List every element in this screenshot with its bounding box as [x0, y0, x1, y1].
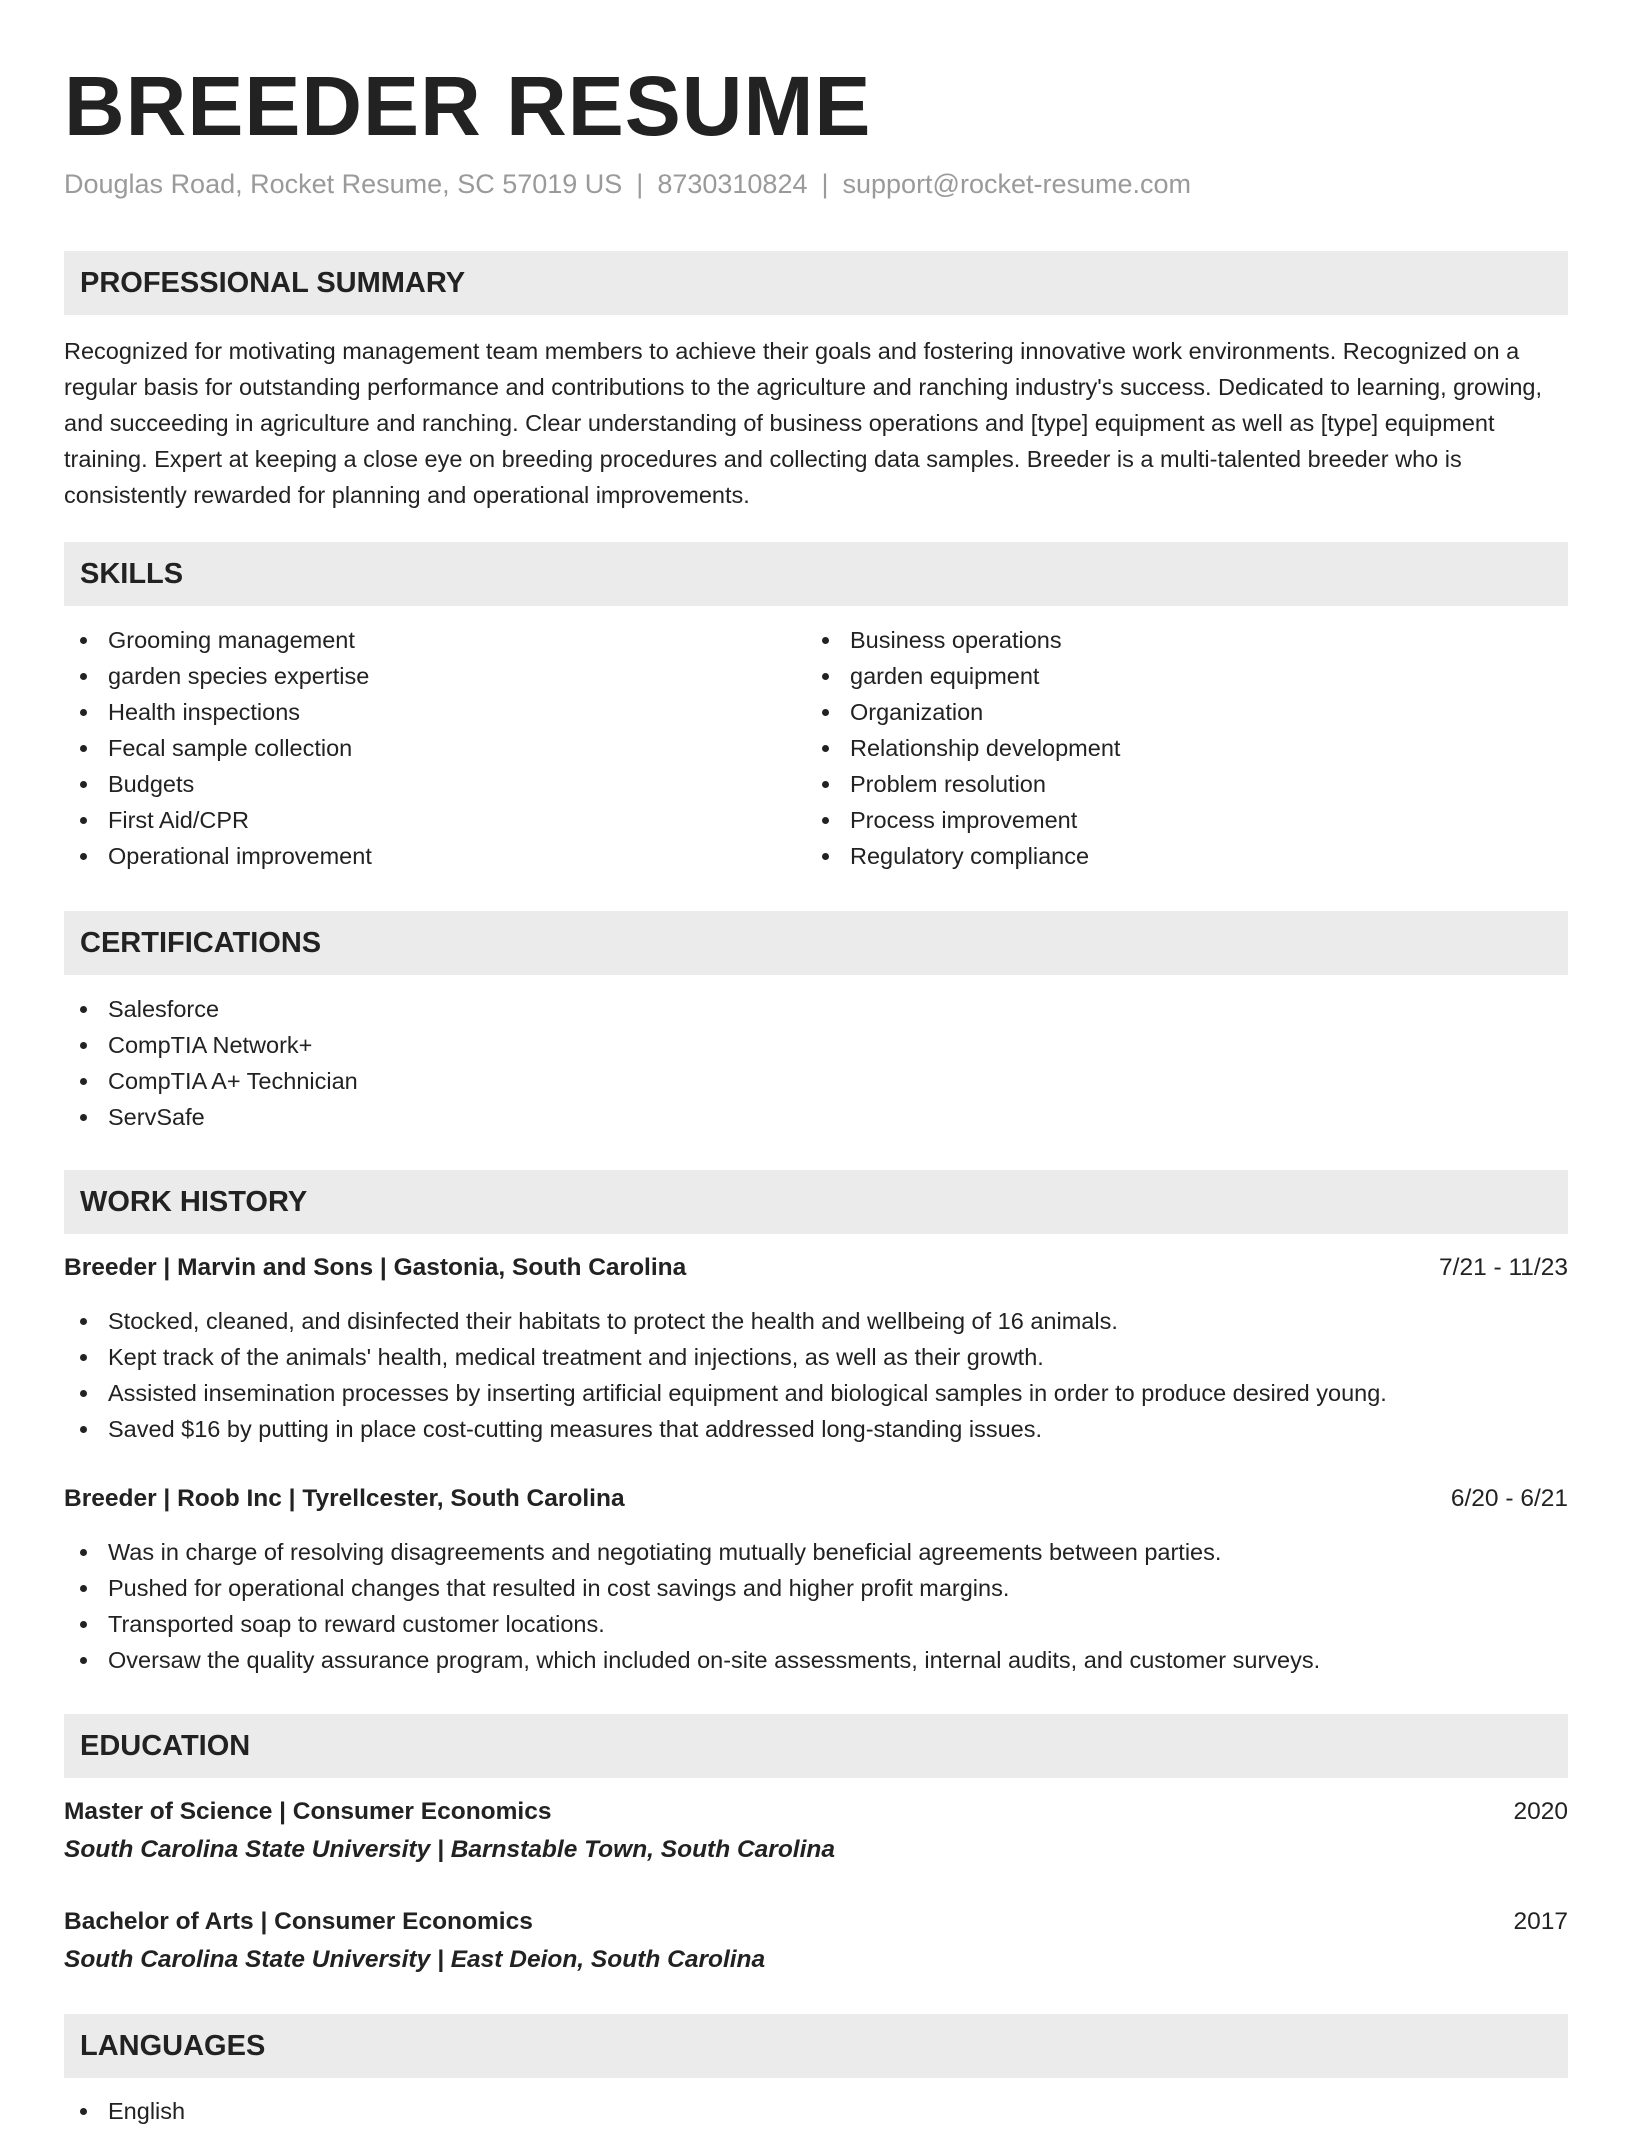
certifications-list	[64, 991, 358, 1135]
job-bullet: Saved $16 by putting in place cost-cutting measures that addressed long-standing issues.	[64, 1411, 1387, 1447]
certification-item: CompTIA A+ Technician	[64, 1063, 358, 1099]
contact-separator: |	[821, 169, 829, 199]
education-degree: Master of Science | Consumer Economics	[64, 1798, 552, 1825]
skill-item: Grooming management	[64, 622, 372, 658]
job-bullet: Kept track of the animals' health, medical treatment and injections, as well as their growth.	[64, 1339, 1387, 1375]
certification-item: Salesforce	[64, 991, 358, 1027]
job-bullet: Assisted insemination processes by inserting artificial equipment and biological samples in order to produce desired young.	[64, 1375, 1387, 1411]
contact-separator: |	[636, 169, 644, 199]
section-heading-summary: PROFESSIONAL SUMMARY	[64, 251, 1568, 315]
skill-item: Budgets	[64, 766, 372, 802]
skill-item: Fecal sample collection	[64, 730, 372, 766]
contact-address: Douglas Road, Rocket Resume, SC 57019 US	[64, 169, 623, 199]
skills-list-left	[64, 622, 372, 874]
certification-item: ServSafe	[64, 1099, 358, 1135]
section-heading-work-history: WORK HISTORY	[64, 1170, 1568, 1234]
education-heading	[64, 1904, 1568, 1940]
skill-item: Health inspections	[64, 694, 372, 730]
job-bullet: Oversaw the quality assurance program, which included on-site assessments, internal audits, and customer surveys.	[64, 1642, 1320, 1678]
education-degree: Bachelor of Arts | Consumer Economics	[64, 1908, 533, 1935]
education-year: 2017	[1513, 1908, 1568, 1935]
section-heading-languages: LANGUAGES	[64, 2014, 1568, 2078]
skill-item: garden equipment	[806, 658, 1120, 694]
job-bullets	[64, 1534, 1320, 1678]
job-bullet: Stocked, cleaned, and disinfected their habitats to protect the health and wellbeing of 16 animals.	[64, 1303, 1387, 1339]
skill-item: Organization	[806, 694, 1120, 730]
contact-email: support@rocket-resume.com	[842, 169, 1192, 199]
job-title: Breeder | Roob Inc | Tyrellcester, South Carolina	[64, 1485, 625, 1512]
education-school: South Carolina State University | East Deion, South Carolina	[64, 1946, 766, 1973]
language-item: English	[64, 2093, 185, 2129]
contact-line	[64, 164, 1191, 204]
languages-list	[64, 2093, 185, 2129]
job-heading	[64, 1481, 1568, 1517]
job-bullet: Pushed for operational changes that resulted in cost savings and higher profit margins.	[64, 1570, 1320, 1606]
skill-item: garden species expertise	[64, 658, 372, 694]
skill-item: First Aid/CPR	[64, 802, 372, 838]
education-heading	[64, 1794, 1568, 1830]
job-dates: 7/21 - 11/23	[1439, 1254, 1568, 1281]
skill-item: Problem resolution	[806, 766, 1120, 802]
job-bullets	[64, 1303, 1387, 1447]
job-bullet: Was in charge of resolving disagreements and negotiating mutually beneficial agreements between parties.	[64, 1534, 1320, 1570]
resume-title: BREEDER RESUME	[64, 59, 872, 153]
certification-item: CompTIA Network+	[64, 1027, 358, 1063]
skill-item: Relationship development	[806, 730, 1120, 766]
job-heading	[64, 1250, 1568, 1286]
education-school: South Carolina State University | Barnstable Town, South Carolina	[64, 1836, 836, 1863]
skill-item: Regulatory compliance	[806, 838, 1120, 874]
job-dates: 6/20 - 6/21	[1450, 1485, 1568, 1512]
skills-list-right	[806, 622, 1120, 874]
job-title: Breeder | Marvin and Sons | Gastonia, South Carolina	[64, 1254, 687, 1281]
job-bullet: Transported soap to reward customer locations.	[64, 1606, 1320, 1642]
summary-text: Recognized for motivating management team members to achieve their goals and fostering innovative work environments. Recognized on a regular basis for outstanding performance and contributions to the agriculture and ranching industry's success. Dedicated to learning, growing, and succeeding in agriculture and ranching. Clear understanding of business operations and [type] equipment as well as [type] equipment training. Expert at keeping a close eye on breeding procedures and collecting data samples. Breeder is a multi-talented breeder who is consistently rewarded for planning and operational improvements.	[64, 338, 1542, 508]
skill-item: Business operations	[806, 622, 1120, 658]
section-heading-education: EDUCATION	[64, 1714, 1568, 1778]
skill-item: Process improvement	[806, 802, 1120, 838]
skill-item: Operational improvement	[64, 838, 372, 874]
section-heading-skills: SKILLS	[64, 542, 1568, 606]
education-year: 2020	[1513, 1798, 1568, 1825]
contact-phone: 8730310824	[657, 169, 808, 199]
section-heading-certifications: CERTIFICATIONS	[64, 911, 1568, 975]
